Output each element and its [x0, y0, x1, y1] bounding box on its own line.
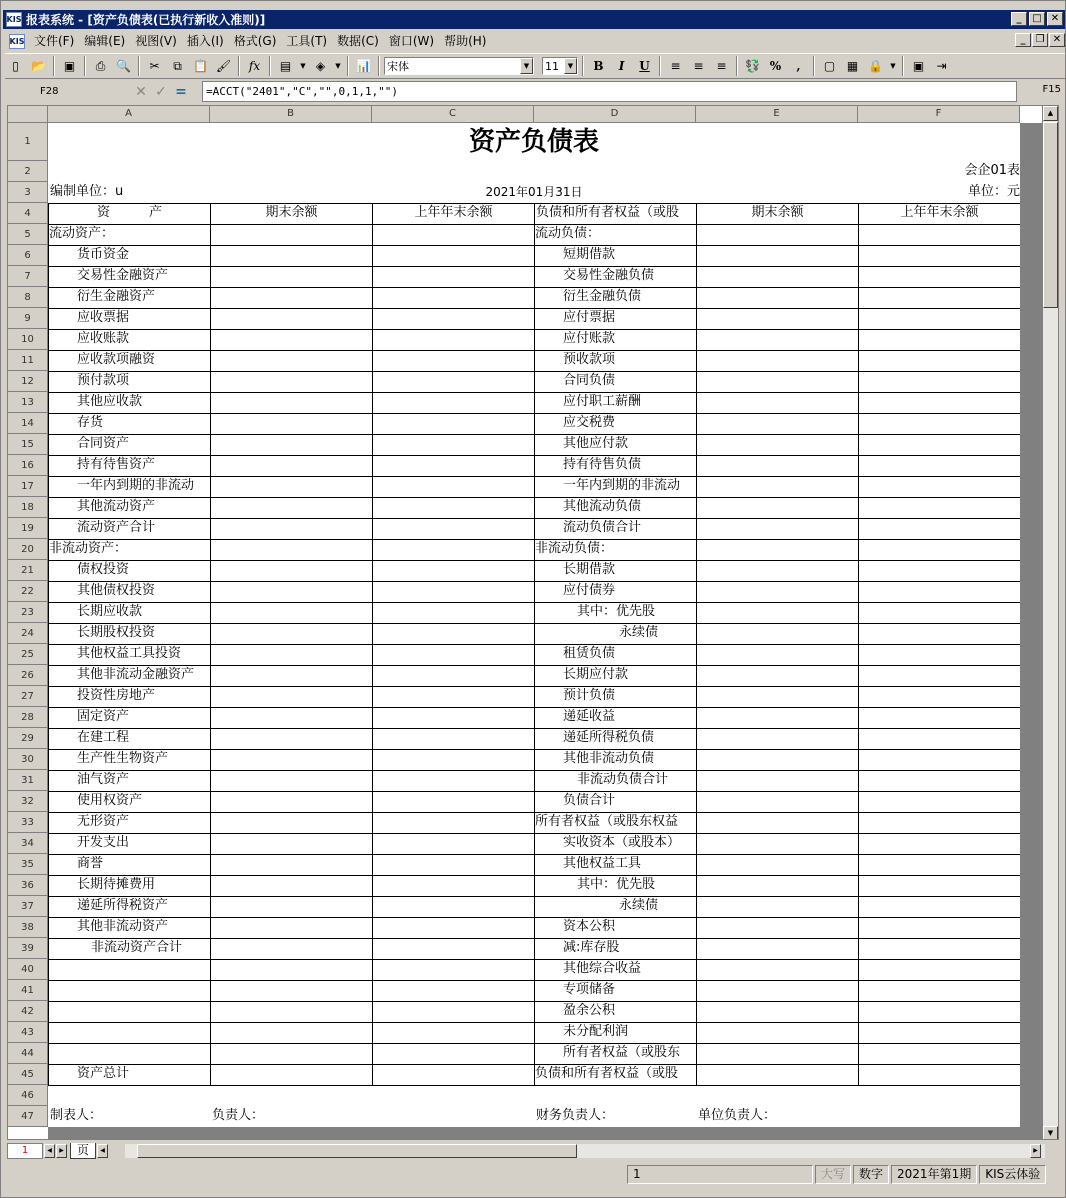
- open-folder-icon[interactable]: 📂: [31, 59, 46, 73]
- chevron-down-icon[interactable]: ▼: [520, 58, 533, 74]
- table-icon[interactable]: ▤: [279, 59, 292, 73]
- footer-maker: 制表人：: [50, 1108, 103, 1123]
- scroll-left-icon[interactable]: ◀: [97, 1144, 108, 1158]
- row-header[interactable]: 24: [8, 623, 48, 644]
- row-header[interactable]: 19: [8, 518, 48, 539]
- asset-item[interactable]: 商誉: [77, 856, 104, 871]
- column-header[interactable]: A: [48, 106, 210, 123]
- liability-item[interactable]: 其他流动负债: [563, 499, 642, 514]
- sheet-number[interactable]: 1: [7, 1143, 43, 1159]
- row-header[interactable]: 44: [8, 1043, 48, 1064]
- hscroll-thumb[interactable]: [137, 1144, 577, 1158]
- menu-item-1[interactable]: 编辑(E): [84, 34, 126, 48]
- menu-item-8[interactable]: 帮助(H): [444, 34, 487, 48]
- liability-item[interactable]: 所有者权益（或股东: [563, 1045, 681, 1060]
- menu-item-0[interactable]: 文件(F): [34, 34, 75, 48]
- asset-item[interactable]: 应收账款: [77, 331, 130, 346]
- row-header[interactable]: 28: [8, 707, 48, 728]
- font-size-select[interactable]: [542, 57, 578, 75]
- asset-item[interactable]: 油气资产: [77, 772, 130, 787]
- status-caps: 大写: [815, 1165, 851, 1184]
- row-header[interactable]: 45: [8, 1064, 48, 1085]
- horizontal-scrollbar[interactable]: [125, 1144, 1045, 1158]
- column-header[interactable]: D: [534, 106, 696, 123]
- liability-item[interactable]: 递延所得税负债: [563, 730, 655, 745]
- currency-icon[interactable]: 💱: [745, 59, 760, 73]
- liability-item[interactable]: 递延收益: [563, 709, 616, 724]
- liability-item[interactable]: 永续债: [619, 625, 659, 640]
- chart-icon[interactable]: 📊: [356, 59, 371, 73]
- liability-item[interactable]: 其他权益工具: [563, 856, 642, 871]
- paste-icon[interactable]: 📋: [193, 59, 208, 73]
- doc-restore-button[interactable]: ❐: [1032, 33, 1048, 47]
- liability-item[interactable]: 应交税费: [563, 415, 616, 430]
- tab-next-icon[interactable]: ▶: [56, 1144, 67, 1158]
- scroll-right-icon[interactable]: ▶: [1030, 1144, 1041, 1158]
- minimize-button[interactable]: _: [1011, 12, 1027, 26]
- row-header[interactable]: 4: [8, 203, 48, 224]
- row-header[interactable]: 12: [8, 371, 48, 392]
- row-header[interactable]: 14: [8, 413, 48, 434]
- status-num: 数字: [853, 1165, 889, 1184]
- comma-button[interactable]: ,: [796, 59, 801, 73]
- status-period: 2021年第1期: [891, 1165, 977, 1184]
- liability-item[interactable]: 未分配利润: [563, 1024, 629, 1039]
- window-title: 报表系统 - [资产负债表(已执行新收入准则)]: [26, 13, 266, 27]
- scroll-up-icon[interactable]: ▲: [1043, 106, 1058, 121]
- asset-item[interactable]: [49, 1001, 209, 1022]
- calculator-icon[interactable]: ▣: [912, 59, 925, 73]
- row-header[interactable]: 17: [8, 476, 48, 497]
- align-left-icon[interactable]: ≡: [670, 59, 681, 73]
- row-header[interactable]: 8: [8, 287, 48, 308]
- print-preview-icon[interactable]: 🔍: [116, 59, 131, 73]
- liability-item[interactable]: 预收款项: [563, 352, 616, 367]
- font-size-value: 11: [545, 59, 559, 73]
- grid-line: [48, 203, 49, 1085]
- row-header[interactable]: 13: [8, 392, 48, 413]
- liability-item[interactable]: 流动负债合计: [563, 520, 642, 535]
- row-header[interactable]: 3: [8, 182, 48, 203]
- asset-item[interactable]: 在建工程: [77, 730, 130, 745]
- asset-item[interactable]: 预付款项: [77, 373, 130, 388]
- row-header[interactable]: 39: [8, 938, 48, 959]
- asset-item[interactable]: 持有待售资产: [77, 457, 156, 472]
- lock-icon[interactable]: 🔒: [868, 59, 883, 73]
- row-header[interactable]: 41: [8, 980, 48, 1001]
- asset-item[interactable]: [49, 1043, 209, 1064]
- menu-item-7[interactable]: 窗口(W): [388, 34, 435, 48]
- asset-item[interactable]: 合同资产: [77, 436, 130, 451]
- asset-item[interactable]: 其他非流动金融资产: [77, 667, 195, 682]
- asset-item[interactable]: 非流动资产：: [49, 541, 128, 556]
- column-header[interactable]: F: [858, 106, 1020, 123]
- liability-item[interactable]: 应付账款: [563, 331, 616, 346]
- asset-item[interactable]: 资产总计: [77, 1066, 130, 1081]
- table-header: 上年年末余额: [414, 205, 493, 220]
- bold-button[interactable]: B: [593, 59, 604, 73]
- company-label: 编制单位：u: [50, 184, 124, 199]
- chevron-down-icon[interactable]: ▼: [300, 62, 306, 70]
- asset-item[interactable]: 衍生金融资产: [77, 289, 156, 304]
- grid-line: [372, 203, 373, 1085]
- asset-item[interactable]: 递延所得税资产: [77, 898, 169, 913]
- row-header[interactable]: 43: [8, 1022, 48, 1043]
- row-header[interactable]: 11: [8, 350, 48, 371]
- grid-line: [210, 203, 211, 1085]
- chevron-down-icon[interactable]: ▼: [335, 62, 341, 70]
- unit-label: 单位：元: [967, 184, 1020, 199]
- row-header[interactable]: 40: [8, 959, 48, 980]
- row-header[interactable]: 20: [8, 539, 48, 560]
- asset-item[interactable]: 一年内到期的非流动: [77, 478, 195, 493]
- cut-icon[interactable]: ✂: [149, 59, 160, 73]
- row-header[interactable]: 33: [8, 812, 48, 833]
- maximize-button[interactable]: □: [1029, 12, 1045, 26]
- liability-item[interactable]: 长期应付款: [563, 667, 629, 682]
- asset-item[interactable]: 开发支出: [77, 835, 130, 850]
- asset-item[interactable]: 流动资产：: [49, 226, 115, 241]
- asset-item[interactable]: 生产性生物资产: [77, 751, 169, 766]
- liability-item[interactable]: 非流动负债：: [535, 541, 614, 556]
- liability-item[interactable]: 其中：优先股: [577, 604, 656, 619]
- grid-icon[interactable]: ▦: [846, 59, 859, 73]
- asset-item[interactable]: 交易性金融资产: [77, 268, 169, 283]
- tab-prev-icon[interactable]: ◀: [44, 1144, 55, 1158]
- status-product: KIS云体验: [979, 1165, 1046, 1184]
- row-header[interactable]: 37: [8, 896, 48, 917]
- asset-item[interactable]: 非流动资产合计: [91, 940, 183, 955]
- table-header: 资 产: [96, 205, 162, 220]
- menu-item-2[interactable]: 视图(V): [135, 34, 177, 48]
- row-header[interactable]: 29: [8, 728, 48, 749]
- liability-item[interactable]: 负债和所有者权益（或股: [535, 1066, 679, 1081]
- liability-item[interactable]: 资本公积: [563, 919, 616, 934]
- row-header[interactable]: 22: [8, 581, 48, 602]
- cell-reference[interactable]: F28: [40, 86, 59, 97]
- menu-item-3[interactable]: 插入(I): [186, 34, 224, 48]
- row-header[interactable]: 7: [8, 266, 48, 287]
- liability-item[interactable]: 衍生金融负债: [563, 289, 642, 304]
- liability-item[interactable]: 非流动负债合计: [577, 772, 669, 787]
- doc-icon[interactable]: KIS: [9, 34, 25, 49]
- sheet-empty-area: [48, 1127, 1020, 1140]
- align-center-icon[interactable]: ≡: [693, 59, 704, 73]
- asset-item[interactable]: 其他债权投资: [77, 583, 156, 598]
- formula-bar: [5, 81, 1063, 103]
- liability-item[interactable]: 所有者权益（或股东权益: [535, 814, 679, 829]
- asset-item[interactable]: 其他权益工具投资: [77, 646, 182, 661]
- toolbar: [5, 53, 1065, 79]
- asset-item[interactable]: 货币资金: [77, 247, 130, 262]
- liability-item[interactable]: 其他非流动负债: [563, 751, 655, 766]
- row-header[interactable]: 42: [8, 1001, 48, 1022]
- asset-item[interactable]: 应收款项融资: [77, 352, 156, 367]
- align-right-icon[interactable]: ≡: [716, 59, 727, 73]
- grid-line: [858, 203, 859, 1085]
- row-header[interactable]: 6: [8, 245, 48, 266]
- print-icon[interactable]: ⎙: [95, 58, 106, 73]
- cancel-icon[interactable]: ✕: [135, 84, 147, 100]
- asset-item[interactable]: 使用权资产: [77, 793, 143, 808]
- doc-close-button[interactable]: ✕: [1049, 33, 1065, 47]
- title-bar: [3, 10, 1065, 29]
- menu-item-6[interactable]: 数据(C): [337, 34, 379, 48]
- column-header[interactable]: C: [372, 106, 534, 123]
- liability-item[interactable]: 专项储备: [563, 982, 616, 997]
- table-header: 上年年末余额: [900, 205, 979, 220]
- liability-item[interactable]: 预计负债: [563, 688, 616, 703]
- asset-item[interactable]: 应收票据: [77, 310, 130, 325]
- asset-item[interactable]: [49, 959, 209, 980]
- status-cell: 1: [627, 1165, 813, 1184]
- select-all-corner[interactable]: [8, 106, 48, 123]
- scroll-down-icon[interactable]: ▼: [1043, 1126, 1058, 1140]
- row-header[interactable]: 18: [8, 497, 48, 518]
- scroll-thumb[interactable]: [1043, 122, 1058, 308]
- column-header[interactable]: E: [696, 106, 858, 123]
- row-header[interactable]: 16: [8, 455, 48, 476]
- grid-line: [534, 203, 535, 1085]
- doc-minimize-button[interactable]: _: [1015, 33, 1031, 47]
- row-header[interactable]: 1: [8, 123, 48, 161]
- status-bar: [3, 1163, 1065, 1185]
- row-header[interactable]: 31: [8, 770, 48, 791]
- row-header[interactable]: 25: [8, 644, 48, 665]
- liability-item[interactable]: 实收资本（或股本）: [563, 835, 681, 850]
- copy-icon[interactable]: ⧉: [173, 58, 182, 73]
- liability-item[interactable]: 其他应付款: [563, 436, 629, 451]
- row-header[interactable]: 32: [8, 791, 48, 812]
- row-header[interactable]: 9: [8, 308, 48, 329]
- grid-line: [48, 1085, 1020, 1086]
- form-number: 会企01表: [964, 163, 1020, 178]
- row-header[interactable]: 46: [8, 1085, 48, 1106]
- row-header[interactable]: 34: [8, 833, 48, 854]
- liability-item[interactable]: 一年内到期的非流动: [563, 478, 681, 493]
- liability-item[interactable]: 其他综合收益: [563, 961, 642, 976]
- border-icon[interactable]: ▢: [823, 59, 836, 73]
- row-header[interactable]: 23: [8, 602, 48, 623]
- row-header[interactable]: 21: [8, 560, 48, 581]
- liability-item[interactable]: 短期借款: [563, 247, 616, 262]
- table-header: 负债和所有者权益（或股: [536, 205, 680, 220]
- app-logo-icon: KIS: [6, 12, 22, 27]
- spreadsheet-grid[interactable]: [7, 105, 1059, 1140]
- asset-item[interactable]: 长期待摊费用: [77, 877, 156, 892]
- asset-item[interactable]: 存货: [77, 415, 104, 430]
- row-header[interactable]: 35: [8, 854, 48, 875]
- asset-item[interactable]: 长期应收款: [77, 604, 143, 619]
- report-date: 2021年01月31日: [485, 185, 583, 199]
- vertical-scrollbar[interactable]: [1042, 106, 1058, 1140]
- formula-input[interactable]: =ACCT("2401","C","",0,1,1,""): [202, 81, 1017, 102]
- formula-right-label: F15: [1042, 84, 1061, 95]
- italic-button[interactable]: I: [618, 59, 625, 73]
- liability-item[interactable]: 永续债: [619, 898, 659, 913]
- liability-item[interactable]: 交易性金融负债: [563, 268, 655, 283]
- grid-line: [696, 203, 697, 1085]
- footer-finance: 财务负责人：: [536, 1108, 615, 1123]
- liability-item[interactable]: 长期借款: [563, 562, 616, 577]
- new-file-icon[interactable]: ▯: [12, 59, 19, 73]
- menu-item-4[interactable]: 格式(G): [233, 34, 277, 48]
- row-header[interactable]: 30: [8, 749, 48, 770]
- asset-item[interactable]: 无形资产: [77, 814, 130, 829]
- font-value: 宋体: [387, 60, 409, 73]
- chevron-down-icon[interactable]: ▼: [890, 62, 896, 70]
- sheet-tab[interactable]: 页: [70, 1143, 96, 1159]
- format-painter-icon[interactable]: 🖌: [215, 59, 232, 73]
- exit-icon[interactable]: ⇥: [936, 59, 947, 73]
- table-header: 期末余额: [751, 205, 804, 220]
- save-icon[interactable]: ▣: [63, 59, 76, 73]
- liability-item[interactable]: 合同负债: [563, 373, 616, 388]
- row-header[interactable]: 47: [8, 1106, 48, 1127]
- row-header[interactable]: 27: [8, 686, 48, 707]
- asset-item[interactable]: 其他应收款: [77, 394, 143, 409]
- liability-item[interactable]: 应付票据: [563, 310, 616, 325]
- sheet-right-area: [1020, 123, 1043, 1140]
- status-spacer: [5, 1165, 625, 1184]
- equals-icon[interactable]: =: [175, 84, 187, 100]
- row-header[interactable]: 38: [8, 917, 48, 938]
- asset-item[interactable]: 投资性房地产: [77, 688, 156, 703]
- footer-unit-leader: 单位负责人：: [698, 1108, 777, 1123]
- asset-item[interactable]: 固定资产: [77, 709, 130, 724]
- asset-item[interactable]: 其他流动资产: [77, 499, 156, 514]
- row-header[interactable]: 5: [8, 224, 48, 245]
- menu-bar: [3, 31, 1065, 51]
- asset-item[interactable]: 流动资产合计: [77, 520, 156, 535]
- liability-item[interactable]: 其中：优先股: [577, 877, 656, 892]
- asset-item[interactable]: [49, 980, 209, 1001]
- footer-leader: 负责人：: [212, 1108, 265, 1123]
- liability-item[interactable]: 应付职工薪酬: [563, 394, 642, 409]
- liability-item[interactable]: 盈余公积: [563, 1003, 616, 1018]
- liability-item[interactable]: 流动负债：: [535, 226, 601, 241]
- row-header[interactable]: 10: [8, 329, 48, 350]
- sheet-tab-bar: [7, 1142, 1059, 1160]
- row-header[interactable]: 36: [8, 875, 48, 896]
- liability-item[interactable]: 负债合计: [563, 793, 616, 808]
- percent-button[interactable]: %: [769, 59, 782, 73]
- menu-item-5[interactable]: 工具(T): [286, 34, 328, 48]
- report-title: 资产负债表: [468, 127, 599, 157]
- row-header[interactable]: 15: [8, 434, 48, 455]
- fill-icon[interactable]: ◈: [315, 59, 326, 73]
- asset-item[interactable]: 长期股权投资: [77, 625, 156, 640]
- asset-item[interactable]: 其他非流动资产: [77, 919, 169, 934]
- confirm-icon[interactable]: ✓: [155, 84, 167, 100]
- table-header: 期末余额: [265, 205, 318, 220]
- asset-item[interactable]: 债权投资: [77, 562, 130, 577]
- row-header[interactable]: 26: [8, 665, 48, 686]
- liability-item[interactable]: 减:库存股: [563, 940, 620, 955]
- function-icon[interactable]: fx: [248, 59, 261, 73]
- asset-item[interactable]: [49, 1022, 209, 1043]
- row-header[interactable]: 2: [8, 161, 48, 182]
- chevron-down-icon[interactable]: ▼: [564, 58, 577, 74]
- close-button[interactable]: ✕: [1047, 12, 1063, 26]
- font-select[interactable]: [384, 57, 534, 75]
- liability-item[interactable]: 租赁负债: [563, 646, 616, 661]
- column-header[interactable]: B: [210, 106, 372, 123]
- liability-item[interactable]: 持有待售负债: [563, 457, 642, 472]
- underline-button[interactable]: U: [639, 59, 650, 73]
- liability-item[interactable]: 应付债券: [563, 583, 616, 598]
